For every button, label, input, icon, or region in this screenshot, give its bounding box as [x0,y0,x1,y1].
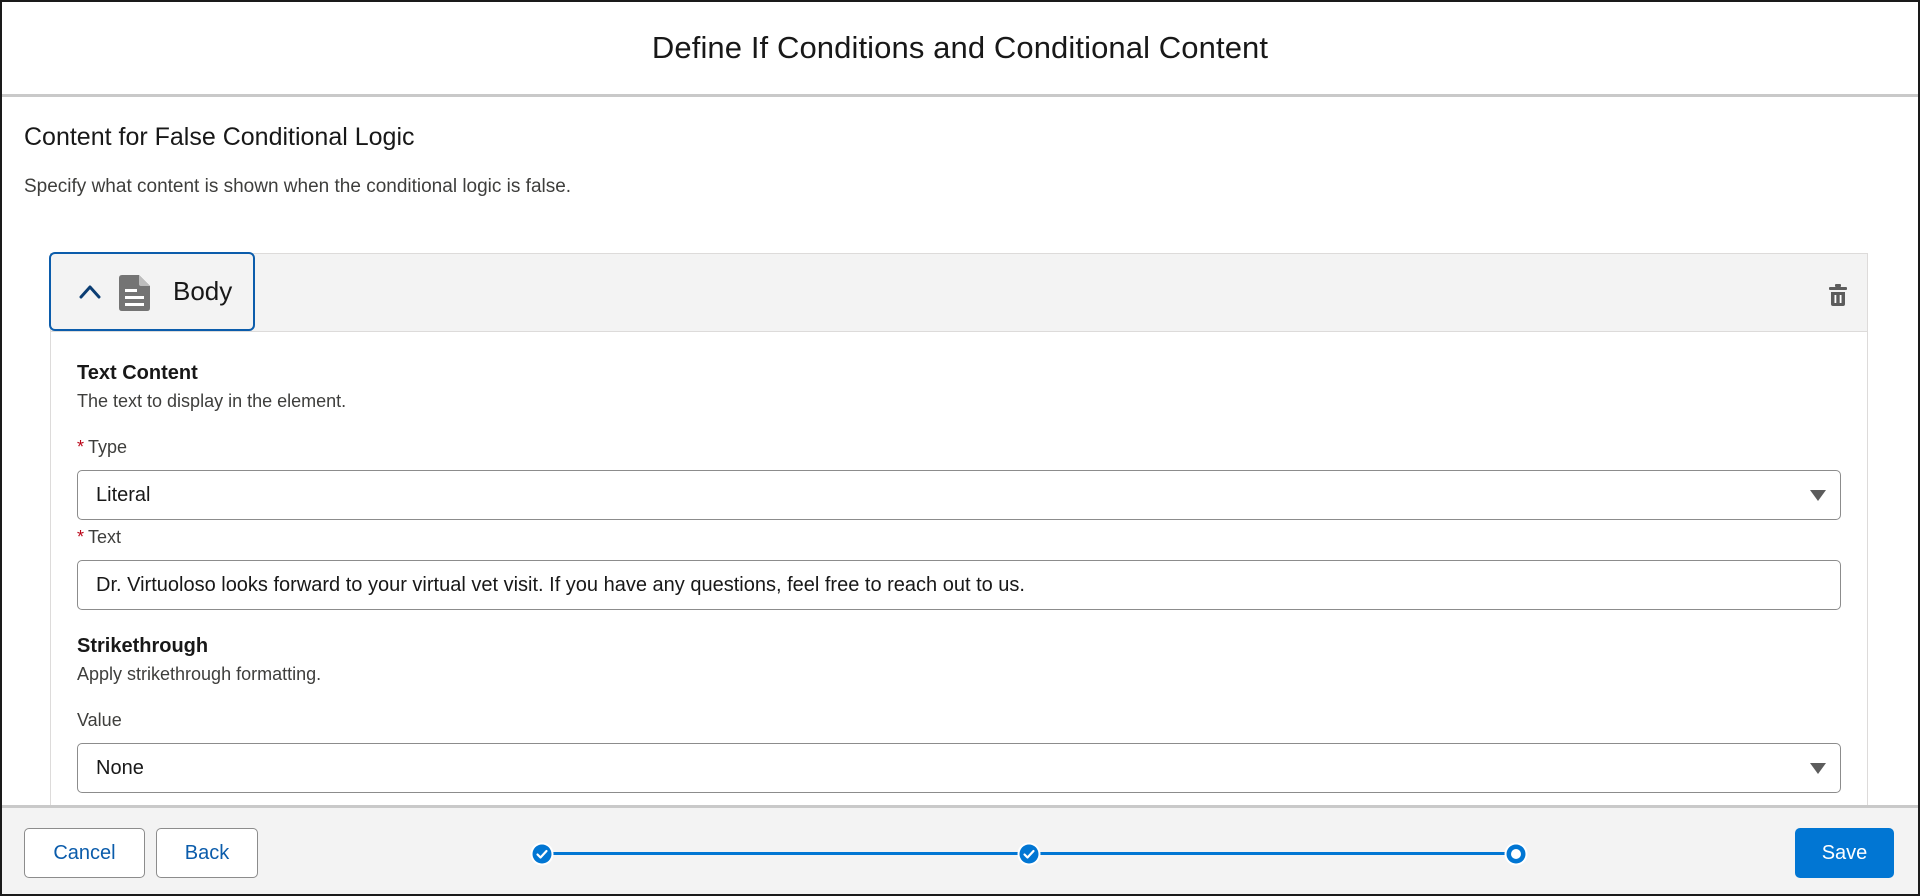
text-field-label [77,527,121,548]
caret-down-icon [1810,490,1826,501]
required-indicator: * [77,437,85,457]
document-icon [119,274,151,312]
card-header [51,254,1867,332]
trash-icon[interactable] [1829,284,1847,306]
collapse-section-button[interactable] [49,252,255,331]
text-label-text: Text [88,527,122,547]
step-complete-icon[interactable] [1017,842,1041,866]
body-element-card [50,253,1868,805]
text-content-description: The text to display in the element. [77,391,347,411]
modal-header [2,2,1918,97]
modal-footer [2,805,1918,896]
strikethrough-heading: Strikethrough [77,635,209,657]
modal-title: Define If Conditions and Conditional Content [651,30,1269,65]
step-complete-icon[interactable] [530,842,554,866]
strikethrough-description: Apply strikethrough formatting. [77,664,322,684]
save-button[interactable]: Save [1795,828,1894,878]
card-title: Body [173,276,233,306]
modal-body[interactable] [2,97,1918,805]
type-label-text: Type [88,437,128,457]
type-select[interactable] [77,470,1841,520]
text-input[interactable] [77,560,1841,610]
section-title: Content for False Conditional Logic [24,123,415,151]
chevron-up-icon [79,282,101,300]
cancel-button[interactable]: Cancel [24,828,145,878]
progress-indicator [530,842,1528,866]
text-content-heading: Text Content [77,362,198,384]
type-field-label [77,437,127,458]
value-field-label: Value [77,710,122,730]
text-input-value: Dr. Virtuoloso looks forward to your virtual vet visit. If you have any questions, feel free to reach out to us. [96,573,1025,596]
section-description: Specify what content is shown when the conditional logic is false. [24,176,572,197]
step-current-icon[interactable] [1504,842,1528,866]
strikethrough-select[interactable] [77,743,1841,793]
type-select-value: Literal [96,483,151,506]
required-indicator: * [77,527,85,547]
back-button[interactable]: Back [156,828,258,878]
caret-down-icon [1810,763,1826,774]
strikethrough-select-value: None [96,756,144,779]
